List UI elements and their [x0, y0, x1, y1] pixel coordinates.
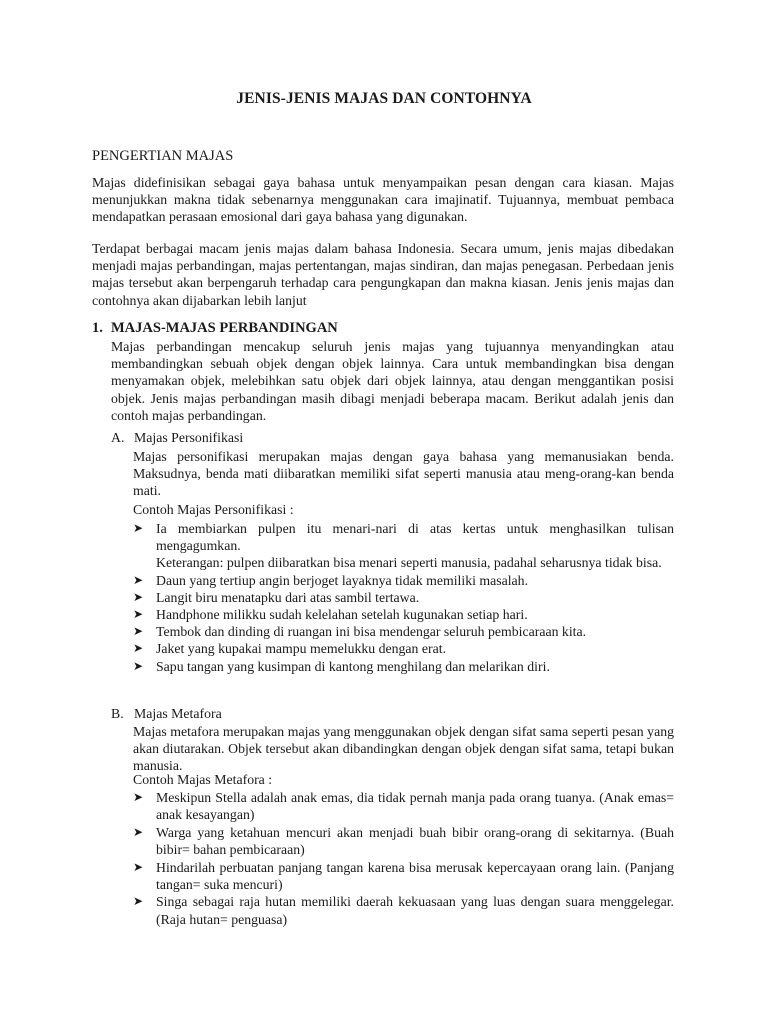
personifikasi-contoh-label: Contoh Majas Personifikasi : [133, 502, 294, 517]
arrowhead-bullet-icon: ➤ [133, 790, 144, 804]
list-item-text: Hindarilah perbuatan panjang tangan karena bisa merusak kepercayaan orang lain. (Panjang tangan= suka mencuri) [156, 859, 674, 892]
arrowhead-bullet-icon: ➤ [133, 859, 144, 874]
list-item [133, 824, 674, 858]
arrowhead-bullet-icon: ➤ [133, 894, 144, 909]
personifikasi-example-list [133, 520, 674, 675]
list-item-text: Meskipun Stella adalah anak emas, dia tidak pernah manja pada orang tuanya. (Anak emas= anak kesayangan) [156, 790, 674, 823]
list-item [133, 640, 674, 657]
arrowhead-bullet-icon: ➤ [133, 824, 144, 839]
pengertian-paragraph-1: Majas didefinisikan sebagai gaya bahasa untuk menyampaikan pesan dengan cara kiasan. Majas menunjukkan makna tidak sebenarnya menggunakan cara imajinatif. Tujuannya, membuat pembaca mendapatkan perasaan emosional dari gaya bahasa yang digunakan. [92, 175, 674, 225]
subsection-b-title: Majas Metafora [134, 706, 222, 721]
metafora-contoh-label: Contoh Majas Metafora : [133, 772, 273, 787]
arrowhead-bullet-icon: ➤ [133, 589, 144, 604]
list-item [133, 789, 674, 823]
list-item [133, 893, 674, 927]
list-item-text: Singa sebagai raja hutan memiliki daerah kekuasaan yang luas dengan suara menggelegar. (Raja hutan= penguasa) [156, 894, 674, 927]
list-item-text: Sapu tangan yang kusimpan di kantong menghilang dan melarikan diri. [156, 658, 550, 674]
metafora-description: Majas metafora merupakan majas yang menggunakan objek dengan sifat sama seperti pesan yang akan diutarakan. Objek tersebut akan dibandingkan dengan objek dengan sifat sama, tetapi bukan manusia. [133, 724, 674, 774]
list-item-text: Ia membiarkan pulpen itu menari-nari di atas kertas untuk menghasilkan tulisan mengagumkan. [156, 521, 674, 554]
arrowhead-bullet-icon: ➤ [133, 641, 144, 656]
arrowhead-bullet-icon: ➤ [133, 624, 144, 639]
pengertian-heading: PENGERTIAN MAJAS [92, 148, 234, 164]
subsection-a-heading [111, 430, 243, 446]
list-item [133, 623, 674, 640]
pengertian-paragraph-2: Terdapat berbagai macam jenis majas dalam bahasa Indonesia. Secara umum, jenis majas dibedakan menjadi majas perbandingan, majas pertentangan, majas sindiran, dan majas penegasan. Perbedaan jenis majas tersebut akan berpengaruh terhadap cara pengungkapan dan makna kiasan. Jenis jenis majas dan contohnya akan dijabarkan lebih lanjut [92, 241, 674, 308]
list-item [133, 658, 674, 675]
metafora-example-list [133, 789, 674, 928]
list-item [133, 572, 674, 589]
arrowhead-bullet-icon: ➤ [133, 607, 144, 622]
section-1-title: MAJAS-MAJAS PERBANDINGAN [111, 320, 338, 336]
list-item-text: Handphone milikku sudah kelelahan setelah kugunakan setiap hari. [156, 607, 528, 623]
list-item [133, 859, 674, 893]
list-item-text: Jaket yang kupakai mampu memelukku dengan erat. [156, 641, 447, 657]
subsection-b-heading [111, 706, 222, 722]
section-1-intro: Majas perbandingan mencakup seluruh jenis majas yang tujuannya menyandingkan atau membandingkan sebuah objek dengan objek lainnya. Cara untuk membandingkan bisa dengan menyamakan objek, melebihkan satu objek dari objek lainnya, atau dengan menggantikan posisi objek. Jenis majas perbandingan masih dibagi menjadi beberapa macam. Berikut adalah jenis dan contoh majas perbandingan. [111, 339, 674, 423]
section-1-number: 1. [92, 320, 103, 336]
subsection-a-letter: A. [111, 430, 125, 445]
personifikasi-description: Majas personifikasi merupakan majas dengan gaya bahasa yang memanusiakan benda. Maksudnya, benda mati diibaratkan memiliki sifat seperti manusia atau meng-orang-kan benda mati. [133, 449, 674, 499]
arrowhead-bullet-icon: ➤ [133, 658, 144, 673]
arrowhead-bullet-icon: ➤ [133, 572, 144, 587]
subsection-b-letter: B. [111, 706, 124, 721]
subsection-a-title: Majas Personifikasi [134, 430, 244, 445]
list-item-text: Langit biru menatapku dari atas sambil tertawa. [156, 589, 420, 605]
list-item-text: Warga yang ketahuan mencuri akan menjadi buah bibir orang-orang di sekitarnya. (Buah bibir= bahan pembicaraan) [156, 824, 674, 857]
list-item-text: Daun yang tertiup angin berjoget layaknya tidak memiliki masalah. [156, 572, 529, 588]
section-1-heading [92, 320, 338, 337]
list-item [133, 589, 674, 606]
personifikasi-keterangan: Keterangan: pulpen diibaratkan bisa menari seperti manusia, padahal seharusnya tidak bisa. [156, 555, 662, 571]
list-item [133, 606, 674, 623]
list-item-text: Tembok dan dinding di ruangan ini bisa mendengar seluruh pembicaraan kita. [156, 624, 587, 640]
arrowhead-bullet-icon: ➤ [133, 521, 144, 535]
document-title: JENIS-JENIS MAJAS DAN CONTOHNYA [236, 90, 532, 107]
list-item [133, 520, 674, 572]
